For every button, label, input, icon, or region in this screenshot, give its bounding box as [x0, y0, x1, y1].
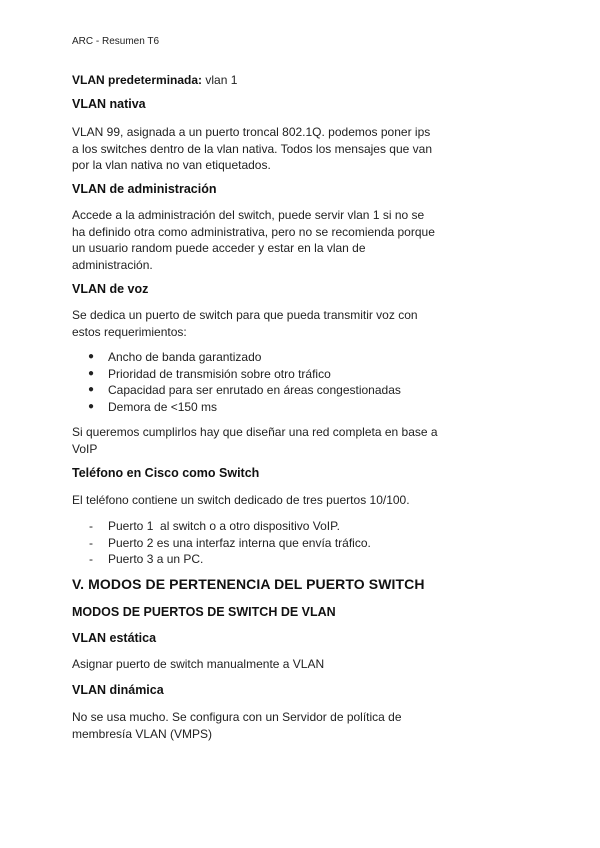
dash-marker: - [89, 552, 93, 566]
vlan-default-line [72, 72, 452, 89]
vlan-dinamica-paragraph [72, 709, 452, 742]
text-line: Si queremos cumplirlos hay que diseñar una red completa en base a [72, 425, 438, 439]
text-line: VLAN 99, asignada a un puerto troncal 802.1Q. podemos poner ips [72, 125, 431, 139]
list-item-text: Capacidad para ser enrutado en áreas congestionadas [108, 383, 401, 397]
vlan-dinamica-heading: VLAN dinámica [72, 683, 164, 697]
list-item-text: Ancho de banda garantizado [108, 350, 262, 364]
text-line: membresía VLAN (VMPS) [72, 726, 213, 741]
vlan-nativa-heading: VLAN nativa [72, 97, 146, 111]
text-line: ha definido otra como administrativa, pero no se recomienda porque [72, 224, 435, 239]
list-item [86, 366, 401, 383]
list-item [86, 349, 401, 366]
text-line: Se dedica un puerto de switch para que pueda transmitir voz con [72, 308, 418, 322]
text-line: a los switches dentro de la vlan nativa. Todos los mensajes que van [72, 141, 432, 156]
list-item [86, 399, 401, 416]
bullet-marker: ● [88, 351, 95, 362]
text-line: un usuario random puede acceder y estar en la vlan de [72, 241, 366, 255]
telefono-heading: Teléfono en Cisco como Switch [72, 466, 260, 480]
text-line: por la vlan nativa no van etiquetados. [72, 158, 271, 172]
vlan-admin-heading: VLAN de administración [72, 182, 217, 196]
text-line: administración. [72, 257, 153, 272]
vlan-admin-paragraph [72, 207, 452, 273]
list-item-text: Demora de <150 ms [108, 399, 218, 414]
telefono-intro: El teléfono contiene un switch dedicado de tres puertos 10/100. [72, 493, 410, 507]
text-line: No se usa mucho. Se configura con un Servidor de política de [72, 710, 402, 724]
bullet-marker: ● [88, 384, 95, 395]
list-item [86, 535, 371, 552]
vlan-voz-requirements-list [86, 349, 401, 415]
bullet-marker: ● [88, 400, 95, 412]
list-item-text: Puerto 3 a un PC. [108, 552, 204, 566]
list-item-text: Puerto 1 al switch o a otro dispositivo VoIP. [108, 519, 340, 533]
list-item-text: Prioridad de transmisión sobre otro tráfico [108, 366, 331, 381]
list-item [86, 382, 401, 399]
vlan-voz-outro [72, 424, 452, 457]
vlan-estatica-text: Asignar puerto de switch manualmente a VLAN [72, 657, 325, 671]
dash-marker: - [89, 535, 93, 550]
text-line: VoIP [72, 441, 98, 456]
vlan-default-value: vlan 1 [205, 73, 238, 87]
running-header: ARC - Resumen T6 [72, 36, 160, 47]
text-line: estos requerimientos: [72, 324, 187, 339]
dash-marker: - [89, 519, 93, 533]
list-item [86, 518, 371, 535]
vlan-estatica-heading: VLAN estática [72, 631, 157, 645]
vlan-nativa-paragraph [72, 124, 452, 174]
vlan-voz-heading: VLAN de voz [72, 282, 149, 296]
telefono-ports-list [86, 518, 371, 568]
bullet-marker: ● [88, 367, 95, 379]
list-item [86, 551, 371, 568]
section-v-heading: V. MODOS DE PERTENENCIA DEL PUERTO SWITCH [72, 576, 425, 592]
list-item-text: Puerto 2 es una interfaz interna que envía tráfico. [108, 535, 371, 550]
section-v-subheading: MODOS DE PUERTOS DE SWITCH DE VLAN [72, 605, 336, 619]
vlan-voz-intro [72, 307, 452, 340]
text-line: Accede a la administración del switch, puede servir vlan 1 si no se [72, 208, 425, 222]
vlan-default-label: VLAN predeterminada: [72, 73, 203, 87]
